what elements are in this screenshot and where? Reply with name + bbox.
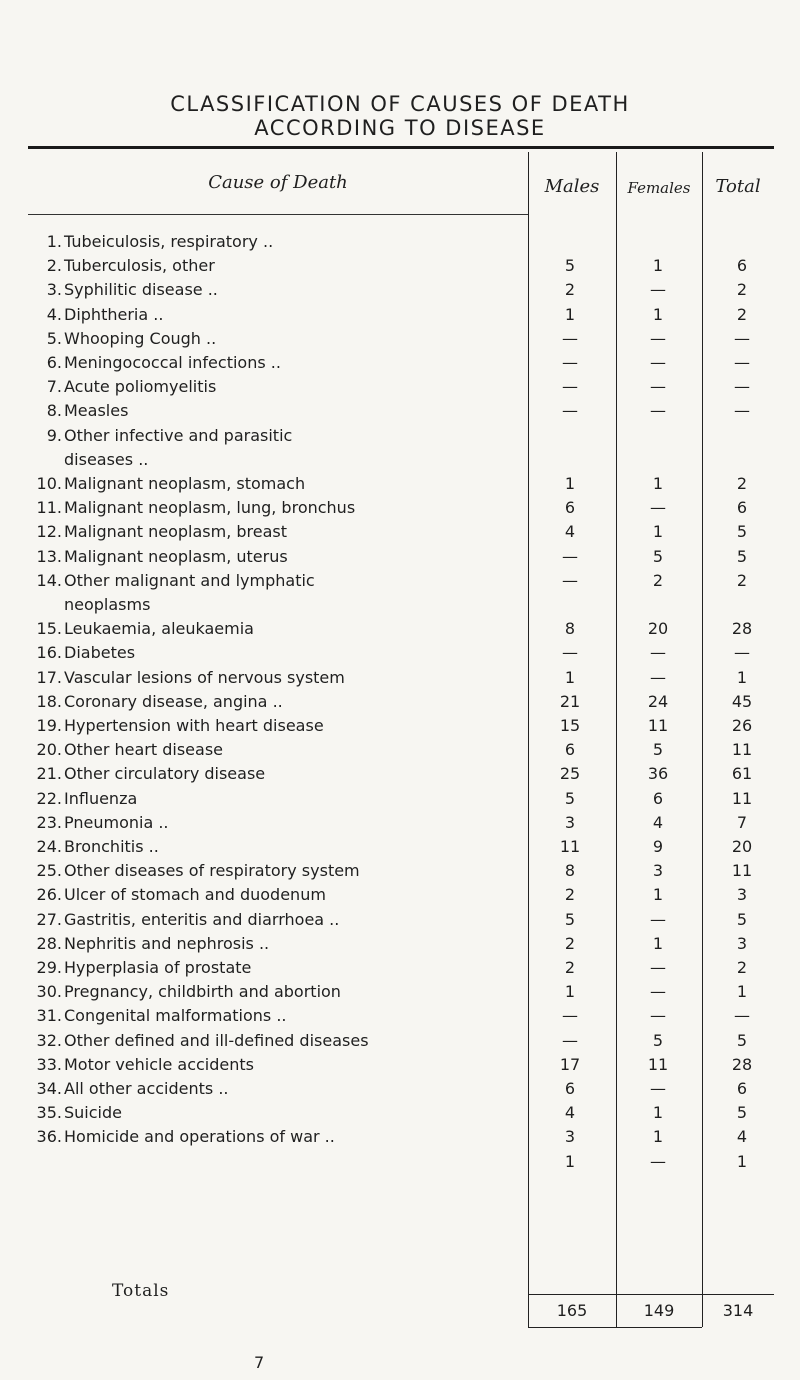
- females-cell: —: [650, 958, 666, 977]
- males-cell: —: [562, 401, 578, 421]
- males-cell: 8: [564, 619, 576, 639]
- table-row: [0, 353, 800, 375]
- table-row: [0, 643, 800, 665]
- cause-label: Other heart disease: [64, 740, 224, 760]
- cause-label: Diabetes: [64, 643, 136, 663]
- total-males: 165: [556, 1301, 588, 1320]
- total-cell: —: [734, 377, 750, 397]
- females-cell: —: [650, 498, 666, 518]
- females-cell: —: [650, 328, 666, 348]
- males-cell: 11: [559, 837, 581, 856]
- cause-label: Pneumonia ..: [64, 812, 169, 832]
- cause-label: Motor vehicle accidents: [64, 1054, 254, 1074]
- table-row: [0, 668, 800, 690]
- header-total: Total: [715, 176, 761, 197]
- males-cell: —: [562, 328, 578, 348]
- females-cell: 1: [652, 304, 664, 324]
- header-males: Males: [544, 176, 600, 197]
- females-cell: —: [650, 667, 666, 687]
- row-number: 11.: [36, 498, 62, 518]
- cause-label: Other malignant and lymphatic: [64, 570, 315, 590]
- males-cell: —: [562, 570, 578, 590]
- males-cell: 1: [564, 982, 576, 1002]
- total-cell: 28: [731, 619, 753, 639]
- males-cell: 6: [564, 1079, 576, 1098]
- row-number: 27.: [36, 909, 62, 929]
- cause-label: Meningococcal infections ..: [64, 353, 281, 372]
- females-cell: 1: [652, 1127, 664, 1147]
- males-cell: 4: [564, 1103, 576, 1123]
- total-cell: 11: [731, 861, 753, 881]
- title-line-2: ACCORDING TO DISEASE: [254, 116, 546, 140]
- table-row: [0, 1103, 800, 1125]
- row-number: 20.: [36, 740, 62, 760]
- table-row: [0, 1055, 800, 1077]
- table-row: [0, 256, 800, 278]
- males-cell: 17: [559, 1054, 581, 1074]
- page-number: 7: [254, 1353, 265, 1372]
- cause-label: Influenza: [64, 788, 138, 808]
- cause-label: diseases ..: [64, 449, 149, 469]
- total-cell: 3: [736, 885, 748, 905]
- cause-label: Homicide and operations of war ..: [64, 1127, 335, 1147]
- table-row: [0, 498, 800, 520]
- females-cell: 5: [652, 546, 664, 566]
- cause-label: Malignant neoplasm, uterus: [64, 546, 288, 566]
- cause-label: Whooping Cough ..: [64, 328, 217, 348]
- table-row: [0, 1127, 800, 1149]
- total-cell: 1: [736, 667, 748, 687]
- females-cell: 20: [647, 619, 669, 639]
- row-number: 30.: [36, 982, 62, 1002]
- cause-label: Ulcer of stomach and duodenum: [64, 885, 326, 905]
- table-row: [0, 450, 800, 472]
- table-row: [0, 740, 800, 762]
- males-cell: 1: [564, 474, 576, 493]
- total-cell: —: [734, 328, 750, 348]
- cause-label: Pregnancy, childbirth and abortion: [64, 982, 341, 1002]
- table-row: [0, 619, 800, 641]
- row-number: 29.: [36, 958, 62, 977]
- total-cell: 2: [736, 304, 748, 324]
- females-cell: 3: [652, 861, 664, 881]
- males-cell: 2: [564, 280, 576, 300]
- total-cell: 5: [736, 1030, 748, 1050]
- row-number: 5.: [46, 328, 62, 348]
- row-number: 35.: [36, 1103, 62, 1123]
- cause-label: Measles: [64, 401, 129, 421]
- row-number: 26.: [36, 885, 62, 905]
- total-cell: 7: [736, 812, 748, 832]
- females-cell: —: [650, 1151, 666, 1171]
- males-cell: 3: [564, 1127, 576, 1147]
- table-row: [0, 377, 800, 399]
- row-number: 22.: [36, 788, 62, 808]
- total-cell: 1: [736, 982, 748, 1002]
- total-cell: 5: [736, 546, 748, 566]
- row-number: 4.: [46, 304, 62, 324]
- males-cell: 5: [564, 256, 576, 276]
- cause-label: Tubeiculosis, respiratory ..: [64, 232, 274, 251]
- table-row: [0, 1006, 800, 1028]
- males-cell: —: [562, 546, 578, 566]
- header-rule: [28, 214, 528, 215]
- total-cell: 5: [736, 522, 748, 542]
- row-number: 21.: [36, 764, 62, 784]
- row-number: 25.: [36, 861, 62, 881]
- males-cell: —: [562, 353, 578, 372]
- total-cell: 2: [736, 280, 748, 300]
- totals-rule: [616, 1294, 702, 1295]
- row-number: 6.: [46, 353, 62, 372]
- total-overall: 314: [722, 1301, 754, 1320]
- females-cell: —: [650, 353, 666, 372]
- females-cell: 9: [652, 837, 664, 856]
- females-cell: 1: [652, 522, 664, 542]
- table-row: [0, 1031, 800, 1053]
- females-cell: 5: [652, 1030, 664, 1050]
- totals-rule: [528, 1294, 616, 1295]
- table-row: [0, 426, 800, 448]
- row-number: 16.: [36, 643, 62, 663]
- cause-label: Malignant neoplasm, stomach: [64, 474, 306, 493]
- cause-label: Other circulatory disease: [64, 764, 266, 784]
- females-cell: 24: [647, 691, 669, 711]
- females-cell: 1: [652, 933, 664, 953]
- cause-label: Syphilitic disease ..: [64, 280, 218, 300]
- total-cell: 2: [736, 474, 748, 493]
- males-cell: 1: [564, 304, 576, 324]
- table-row: [0, 910, 800, 932]
- total-cell: —: [734, 353, 750, 372]
- total-cell: 5: [736, 1103, 748, 1123]
- cause-label: Other infective and parasitic: [64, 425, 293, 445]
- row-number: 3.: [46, 280, 62, 300]
- females-cell: 1: [652, 256, 664, 276]
- males-cell: —: [562, 1030, 578, 1050]
- table-row: [0, 837, 800, 859]
- females-cell: 6: [652, 788, 664, 808]
- table-row: [0, 982, 800, 1004]
- cause-label: Other defined and ill-defined diseases: [64, 1030, 369, 1050]
- total-cell: —: [734, 401, 750, 421]
- males-cell: 8: [564, 861, 576, 881]
- total-cell: 61: [731, 764, 753, 784]
- cause-label: neoplasms: [64, 595, 151, 614]
- cause-label: Tuberculosis, other: [64, 256, 215, 276]
- table-row: [0, 958, 800, 980]
- cause-label: Congenital malformations ..: [64, 1006, 287, 1026]
- cause-label: Nephritis and nephrosis ..: [64, 933, 270, 953]
- table-row: [0, 1079, 800, 1101]
- table-row: [0, 813, 800, 835]
- cause-label: Malignant neoplasm, lung, bronchus: [64, 498, 356, 518]
- top-rule: [28, 146, 774, 149]
- females-cell: —: [650, 1006, 666, 1026]
- row-number: 8.: [46, 401, 62, 421]
- males-cell: —: [562, 643, 578, 663]
- table-row: [0, 1152, 800, 1174]
- table-row: [0, 692, 800, 714]
- total-cell: 4: [736, 1127, 748, 1147]
- females-cell: 1: [652, 474, 664, 493]
- table-row: [0, 716, 800, 738]
- row-number: 28.: [36, 933, 62, 953]
- totals-label: Totals: [112, 1281, 170, 1301]
- header-cause: Cause of Death: [208, 172, 348, 193]
- cause-label: Coronary disease, angina ..: [64, 691, 283, 711]
- males-cell: 21: [559, 691, 581, 711]
- row-number: 17.: [36, 667, 62, 687]
- cause-label: Suicide: [64, 1103, 122, 1123]
- cause-label: Other diseases of respiratory system: [64, 861, 360, 881]
- row-number: 7.: [46, 377, 62, 397]
- title-line-1: CLASSIFICATION OF CAUSES OF DEATH: [170, 92, 630, 116]
- row-number: 14.: [36, 570, 62, 590]
- total-cell: 20: [731, 837, 753, 856]
- males-cell: 4: [564, 522, 576, 542]
- row-number: 10.: [36, 474, 62, 493]
- table-row: [0, 305, 800, 327]
- females-cell: —: [650, 909, 666, 929]
- row-number: 15.: [36, 619, 62, 639]
- total-cell: 6: [736, 256, 748, 276]
- row-number: 34.: [36, 1079, 62, 1098]
- total-cell: 26: [731, 716, 753, 735]
- cause-label: Bronchitis ..: [64, 837, 159, 856]
- table-row: [0, 474, 800, 496]
- females-cell: 1: [652, 1103, 664, 1123]
- females-cell: 4: [652, 812, 664, 832]
- males-cell: 6: [564, 498, 576, 518]
- cause-label: Gastritis, enteritis and diarrhoea ..: [64, 909, 340, 929]
- table-row: [0, 401, 800, 423]
- row-number: 1.: [46, 232, 62, 251]
- males-cell: 25: [559, 764, 581, 784]
- bottom-rule: [528, 1327, 702, 1328]
- total-cell: 28: [731, 1054, 753, 1074]
- row-number: 31.: [36, 1006, 62, 1026]
- total-cell: 1: [736, 1151, 748, 1171]
- cause-label: All other accidents ..: [64, 1079, 229, 1098]
- cause-label: Leukaemia, aleukaemia: [64, 619, 254, 639]
- total-cell: 6: [736, 1079, 748, 1098]
- females-cell: —: [650, 401, 666, 421]
- males-cell: 1: [564, 1151, 576, 1171]
- cause-label: Hyperplasia of prostate: [64, 958, 252, 977]
- males-cell: 2: [564, 958, 576, 977]
- total-cell: 11: [731, 740, 753, 760]
- table-row: [0, 885, 800, 907]
- table-row: [0, 547, 800, 569]
- males-cell: 15: [559, 716, 581, 735]
- females-cell: —: [650, 1079, 666, 1098]
- row-number: 18.: [36, 691, 62, 711]
- table-row: [0, 934, 800, 956]
- males-cell: 1: [564, 667, 576, 687]
- total-cell: —: [734, 1006, 750, 1026]
- males-cell: 3: [564, 812, 576, 832]
- table-row: [0, 789, 800, 811]
- row-number: 32.: [36, 1030, 62, 1050]
- males-cell: 2: [564, 933, 576, 953]
- table-row: [0, 522, 800, 544]
- table-row: [0, 764, 800, 786]
- header-females: Females: [627, 179, 691, 197]
- total-cell: 5: [736, 909, 748, 929]
- table-row: [0, 232, 800, 254]
- cause-label: Hypertension with heart disease: [64, 716, 324, 735]
- males-cell: 2: [564, 885, 576, 905]
- total-cell: 45: [731, 691, 753, 711]
- table-row: [0, 329, 800, 351]
- cause-label: Vascular lesions of nervous system: [64, 667, 345, 687]
- females-cell: —: [650, 643, 666, 663]
- total-cell: 2: [736, 958, 748, 977]
- row-number: 13.: [36, 546, 62, 566]
- total-cell: 11: [731, 788, 753, 808]
- table-row: [0, 595, 800, 617]
- row-number: 19.: [36, 716, 62, 735]
- males-cell: —: [562, 1006, 578, 1026]
- total-cell: 3: [736, 933, 748, 953]
- table-row: [0, 571, 800, 593]
- females-cell: 11: [647, 716, 669, 735]
- total-cell: —: [734, 643, 750, 663]
- totals-rule: [702, 1294, 774, 1295]
- total-cell: 6: [736, 498, 748, 518]
- row-number: 2.: [46, 256, 62, 276]
- row-number: 24.: [36, 837, 62, 856]
- table-row: [0, 861, 800, 883]
- males-cell: 5: [564, 788, 576, 808]
- total-cell: 2: [736, 570, 748, 590]
- females-cell: —: [650, 377, 666, 397]
- row-number: 36.: [36, 1127, 62, 1147]
- cause-label: Malignant neoplasm, breast: [64, 522, 288, 542]
- females-cell: 11: [647, 1054, 669, 1074]
- cause-label: Diphtheria ..: [64, 304, 164, 324]
- females-cell: 1: [652, 885, 664, 905]
- females-cell: 36: [647, 764, 669, 784]
- row-number: 23.: [36, 812, 62, 832]
- table-row: [0, 280, 800, 302]
- row-number: 9.: [46, 425, 62, 445]
- row-number: 12.: [36, 522, 62, 542]
- males-cell: 5: [564, 909, 576, 929]
- males-cell: —: [562, 377, 578, 397]
- females-cell: 2: [652, 570, 664, 590]
- females-cell: —: [650, 982, 666, 1002]
- total-females: 149: [643, 1301, 675, 1320]
- females-cell: —: [650, 280, 666, 300]
- females-cell: 5: [652, 740, 664, 760]
- males-cell: 6: [564, 740, 576, 760]
- cause-label: Acute poliomyelitis: [64, 377, 217, 397]
- row-number: 33.: [36, 1054, 62, 1074]
